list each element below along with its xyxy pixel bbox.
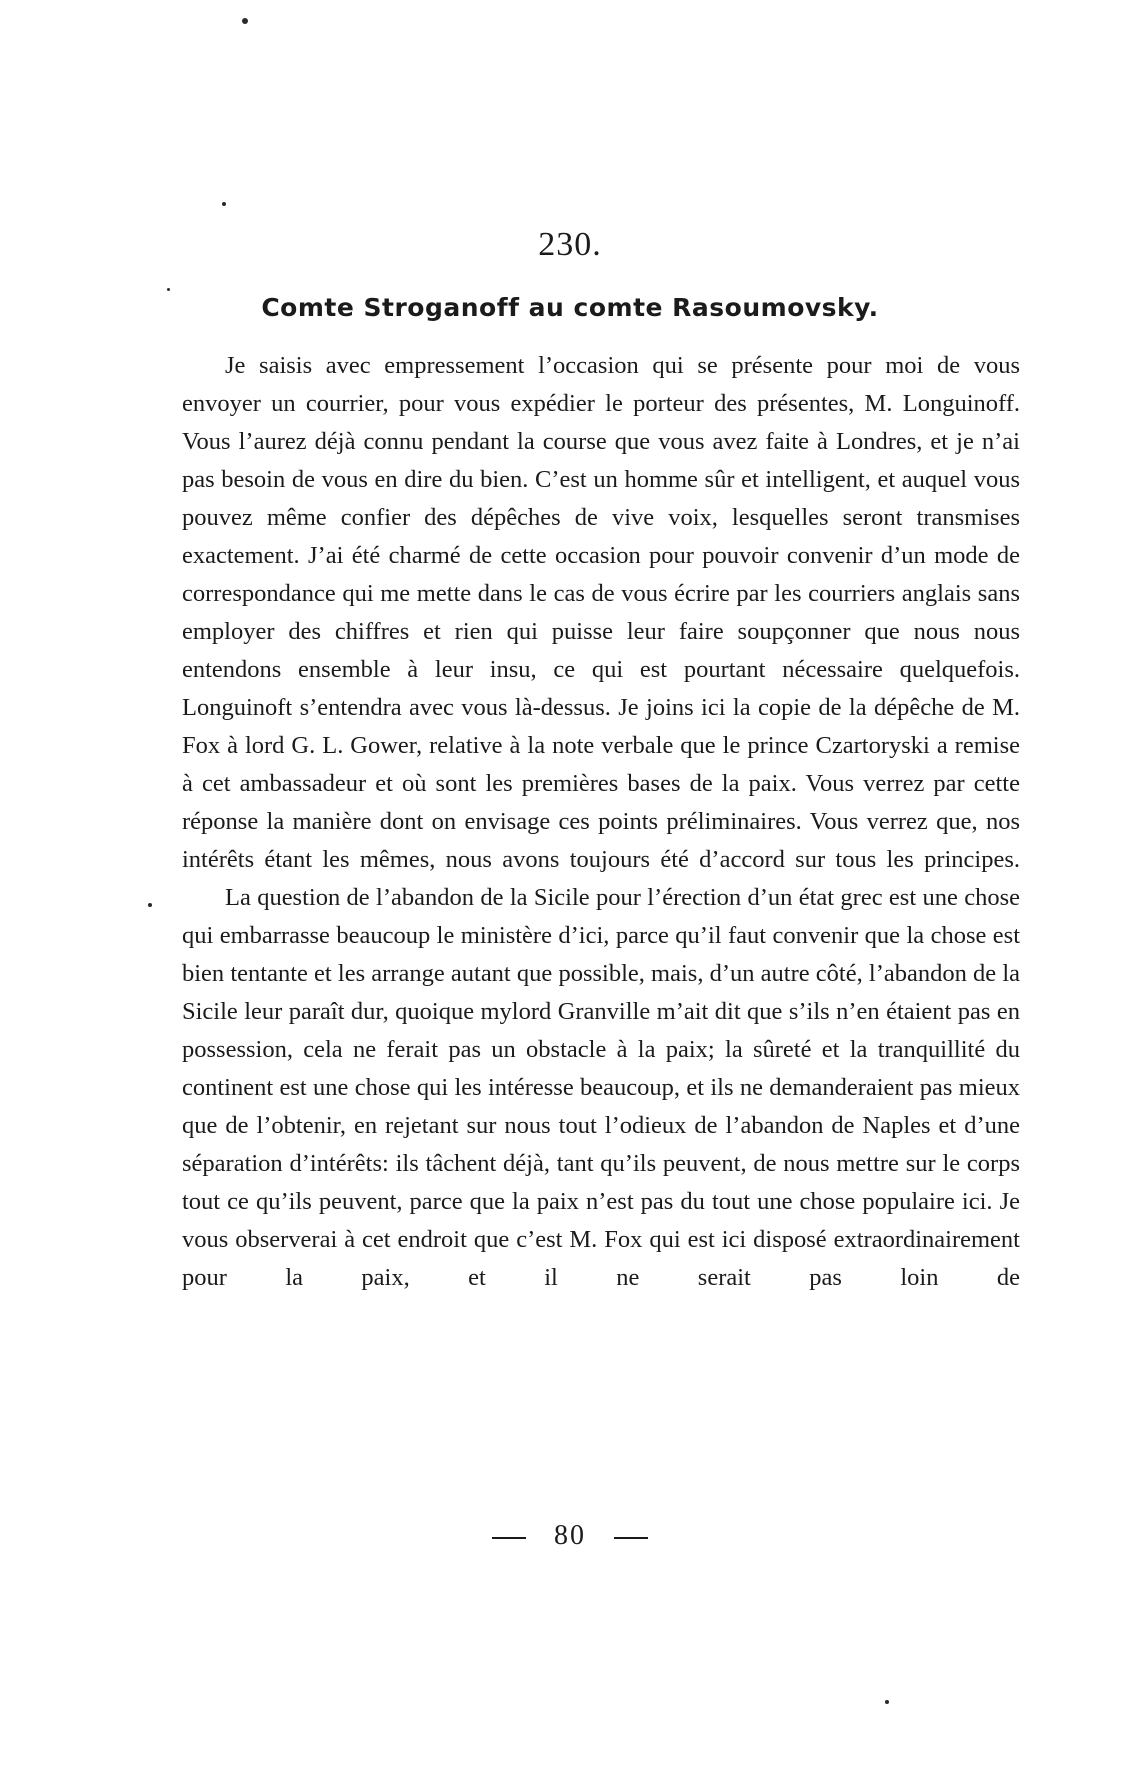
- letter-title: Comte Stroganoff au comte Rasoumovsky.: [261, 293, 879, 322]
- scan-speck: [148, 903, 152, 907]
- scan-speck: [222, 202, 226, 206]
- scan-speck: [167, 288, 170, 291]
- paragraph: Je saisis avec empressement l’occasion qui se présente pour moi de vous envoyer un courrier, pour vous expédier le porteur des présentes, M. Longuinoff. Vous l’aurez déjà connu pendant la course que vous avez faite à Londres, et je n’ai pas besoin de vous en dire du bien. C’est un homme sûr et intelligent, et auquel vous pouvez même confier des dépêches de vive voix, lesquelles seront transmises exactement. J’ai été charmé de cette occasion pour pouvoir convenir d’un mode de correspondance qui me mette dans le cas de vous écrire par les courriers anglais sans employer des chiffres et rien qui puisse leur faire soupçonner que nous nous entendons ensemble à leur insu, ce qui est pourtant nécessaire quelquefois. Longuinoft s’entendra avec vous là-dessus. Je joins ici la copie de la dépêche de M. Fox à lord G. L. Gower, relative à la note verbale que le prince Czartoryski a remise à cet ambassadeur et où sont les premières bases de la paix. Vous verrez par cette réponse la manière dont on envisage ces points préliminaires. Vous verrez que, nos intérêts étant les mêmes, nous avons toujours été d’accord sur tous les principes.: [182, 352, 1020, 873]
- paragraph: La question de l’abandon de la Sicile pour l’érection d’un état grec est une chose qui embarrasse beaucoup le ministère d’ici, parce qu’il faut convenir que la chose est bien tentante et les arrange autant que possible, mais, d’un autre côté, l’abandon de la Sicile leur paraît dur, quoique mylord Granville m’ait dit que s’ils n’en étaient pas en possession, cela ne ferait pas un obstacle à la paix; la sûreté et la tranquillité du continent est une chose qui les intéresse beaucoup, et ils ne demanderaient pas mieux que de l’obtenir, en rejetant sur nous tout l’odieux de l’abandon de Naples et d’une séparation d’intérêts: ils tâchent déjà, tant qu’ils peuvent, de nous mettre sur le corps tout ce qu’ils peuvent, parce que la paix n’est pas du tout une chose populaire ici. Je vous observerai à cet endroit que c’est M. Fox qui est ici disposé extraordinairement pour la paix, et il ne serait pas loin de: [182, 884, 1020, 1291]
- page-footer: [0, 1520, 1140, 1552]
- footer-dash-right: [614, 1537, 648, 1539]
- letter-number: 230.: [538, 226, 602, 263]
- letter-body: [182, 347, 1020, 1297]
- footer-dash-left: [492, 1537, 526, 1539]
- page-number: 80: [554, 1520, 586, 1551]
- scan-speck: [242, 18, 248, 24]
- scan-speck: [885, 1700, 889, 1704]
